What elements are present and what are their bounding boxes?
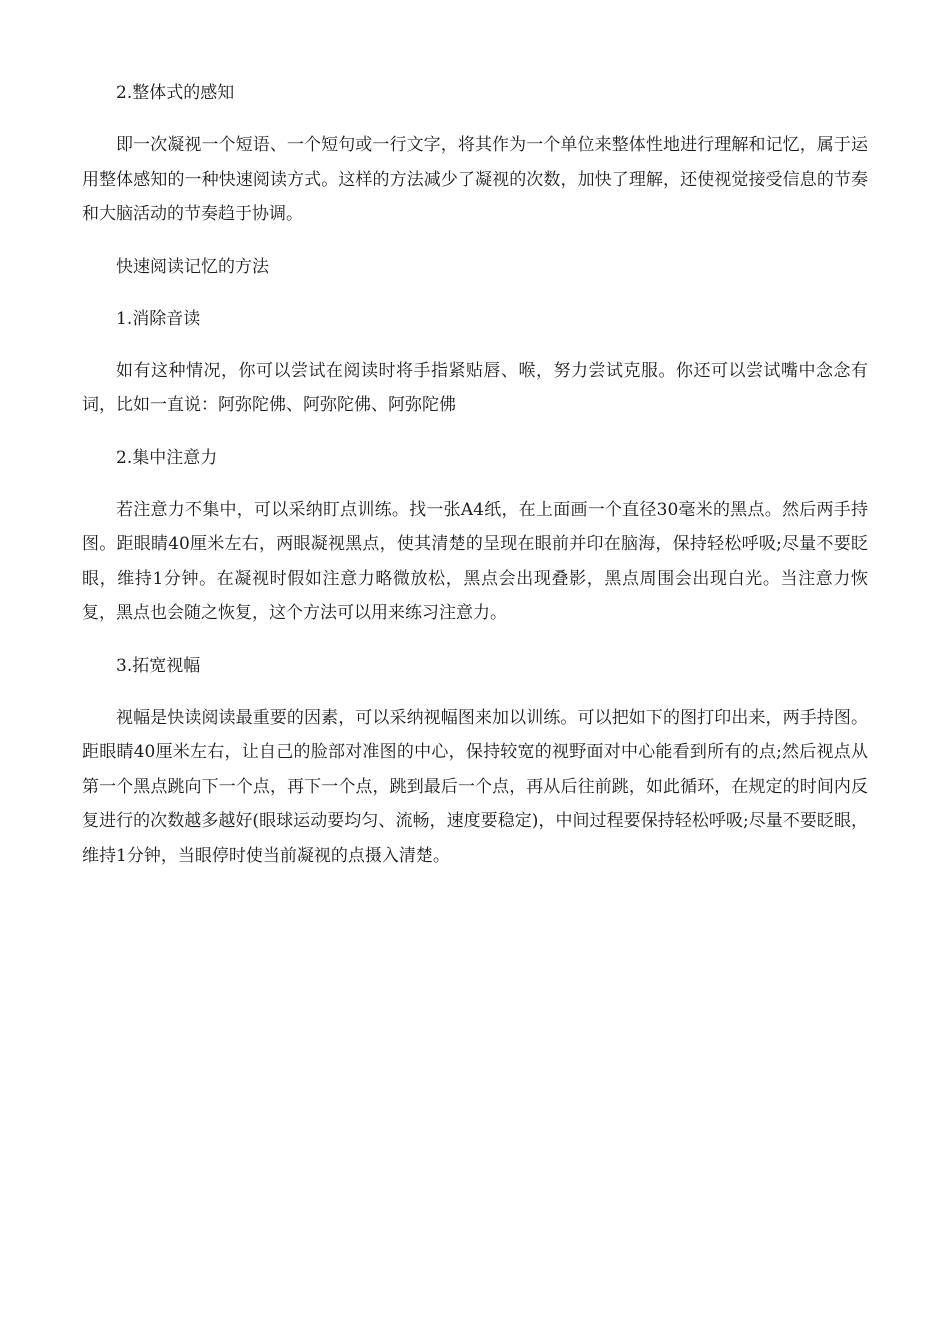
section-heading-widen-visual-span: 3.拓宽视幅 [116, 655, 201, 676]
section-heading-holistic-perception: 2.整体式的感知 [116, 83, 235, 103]
paragraph-concentration: 若注意力不集中，可以采纳盯点训练。找一张A4纸，在上面画一个直径30毫米的黑点。然后两手持图。距眼睛40厘米左右，两眼凝视黑点，使其清楚的呈现在眼前并印在脑海，保持轻松呼吸;尽量不要眨眼，维持1分钟。在凝视时假如注意力略微放松，黑点会出现叠影，黑点周围会出现白光。当注意力恢复，黑点也会随之恢复，这个方法可以用来练习注意力。 [82, 499, 868, 623]
section-heading-concentration: 2.集中注意力 [116, 447, 218, 468]
paragraph-widen-visual-span: 视幅是快读阅读最重要的因素，可以采纳视幅图来加以训练。可以把如下的图打印出来，两手持图。距眼睛40厘米左右，让自己的脸部对准图的中心，保持较宽的视野面对中心能看到所有的点;然后视点从第一个黑点跳向下一个点，再下一个点，跳到最后一个点，再从后往前跳，如此循环，在规定的时间内反复进行的次数越多越好(眼球运动要均匀、流畅，速度要稳定)，中间过程要保持轻松呼吸;尽量不要眨眼，维持1分钟，当眼停时使当前凝视的点摄入清楚。 [82, 707, 868, 866]
document-body [82, 76, 868, 891]
section-heading-fast-reading-methods: 快速阅读记忆的方法 [116, 256, 269, 277]
paragraph-holistic-perception: 即一次凝视一个短语、一个短句或一行文字，将其作为一个单位来整体性地进行理解和记忆，属于运用整体感知的一种快速阅读方式。这样的方法减少了凝视的次数，加快了理解，还使视觉接受信息的节奏和大脑活动的节奏趋于协调。 [82, 135, 868, 224]
section-heading-eliminate-subvocalization: 1.消除音读 [116, 308, 201, 329]
paragraph-eliminate-subvocalization: 如有这种情况，你可以尝试在阅读时将手指紧贴唇、喉，努力尝试克服。你还可以尝试嘴中念念有词，比如一直说：阿弥陀佛、阿弥陀佛、阿弥陀佛 [82, 360, 868, 415]
